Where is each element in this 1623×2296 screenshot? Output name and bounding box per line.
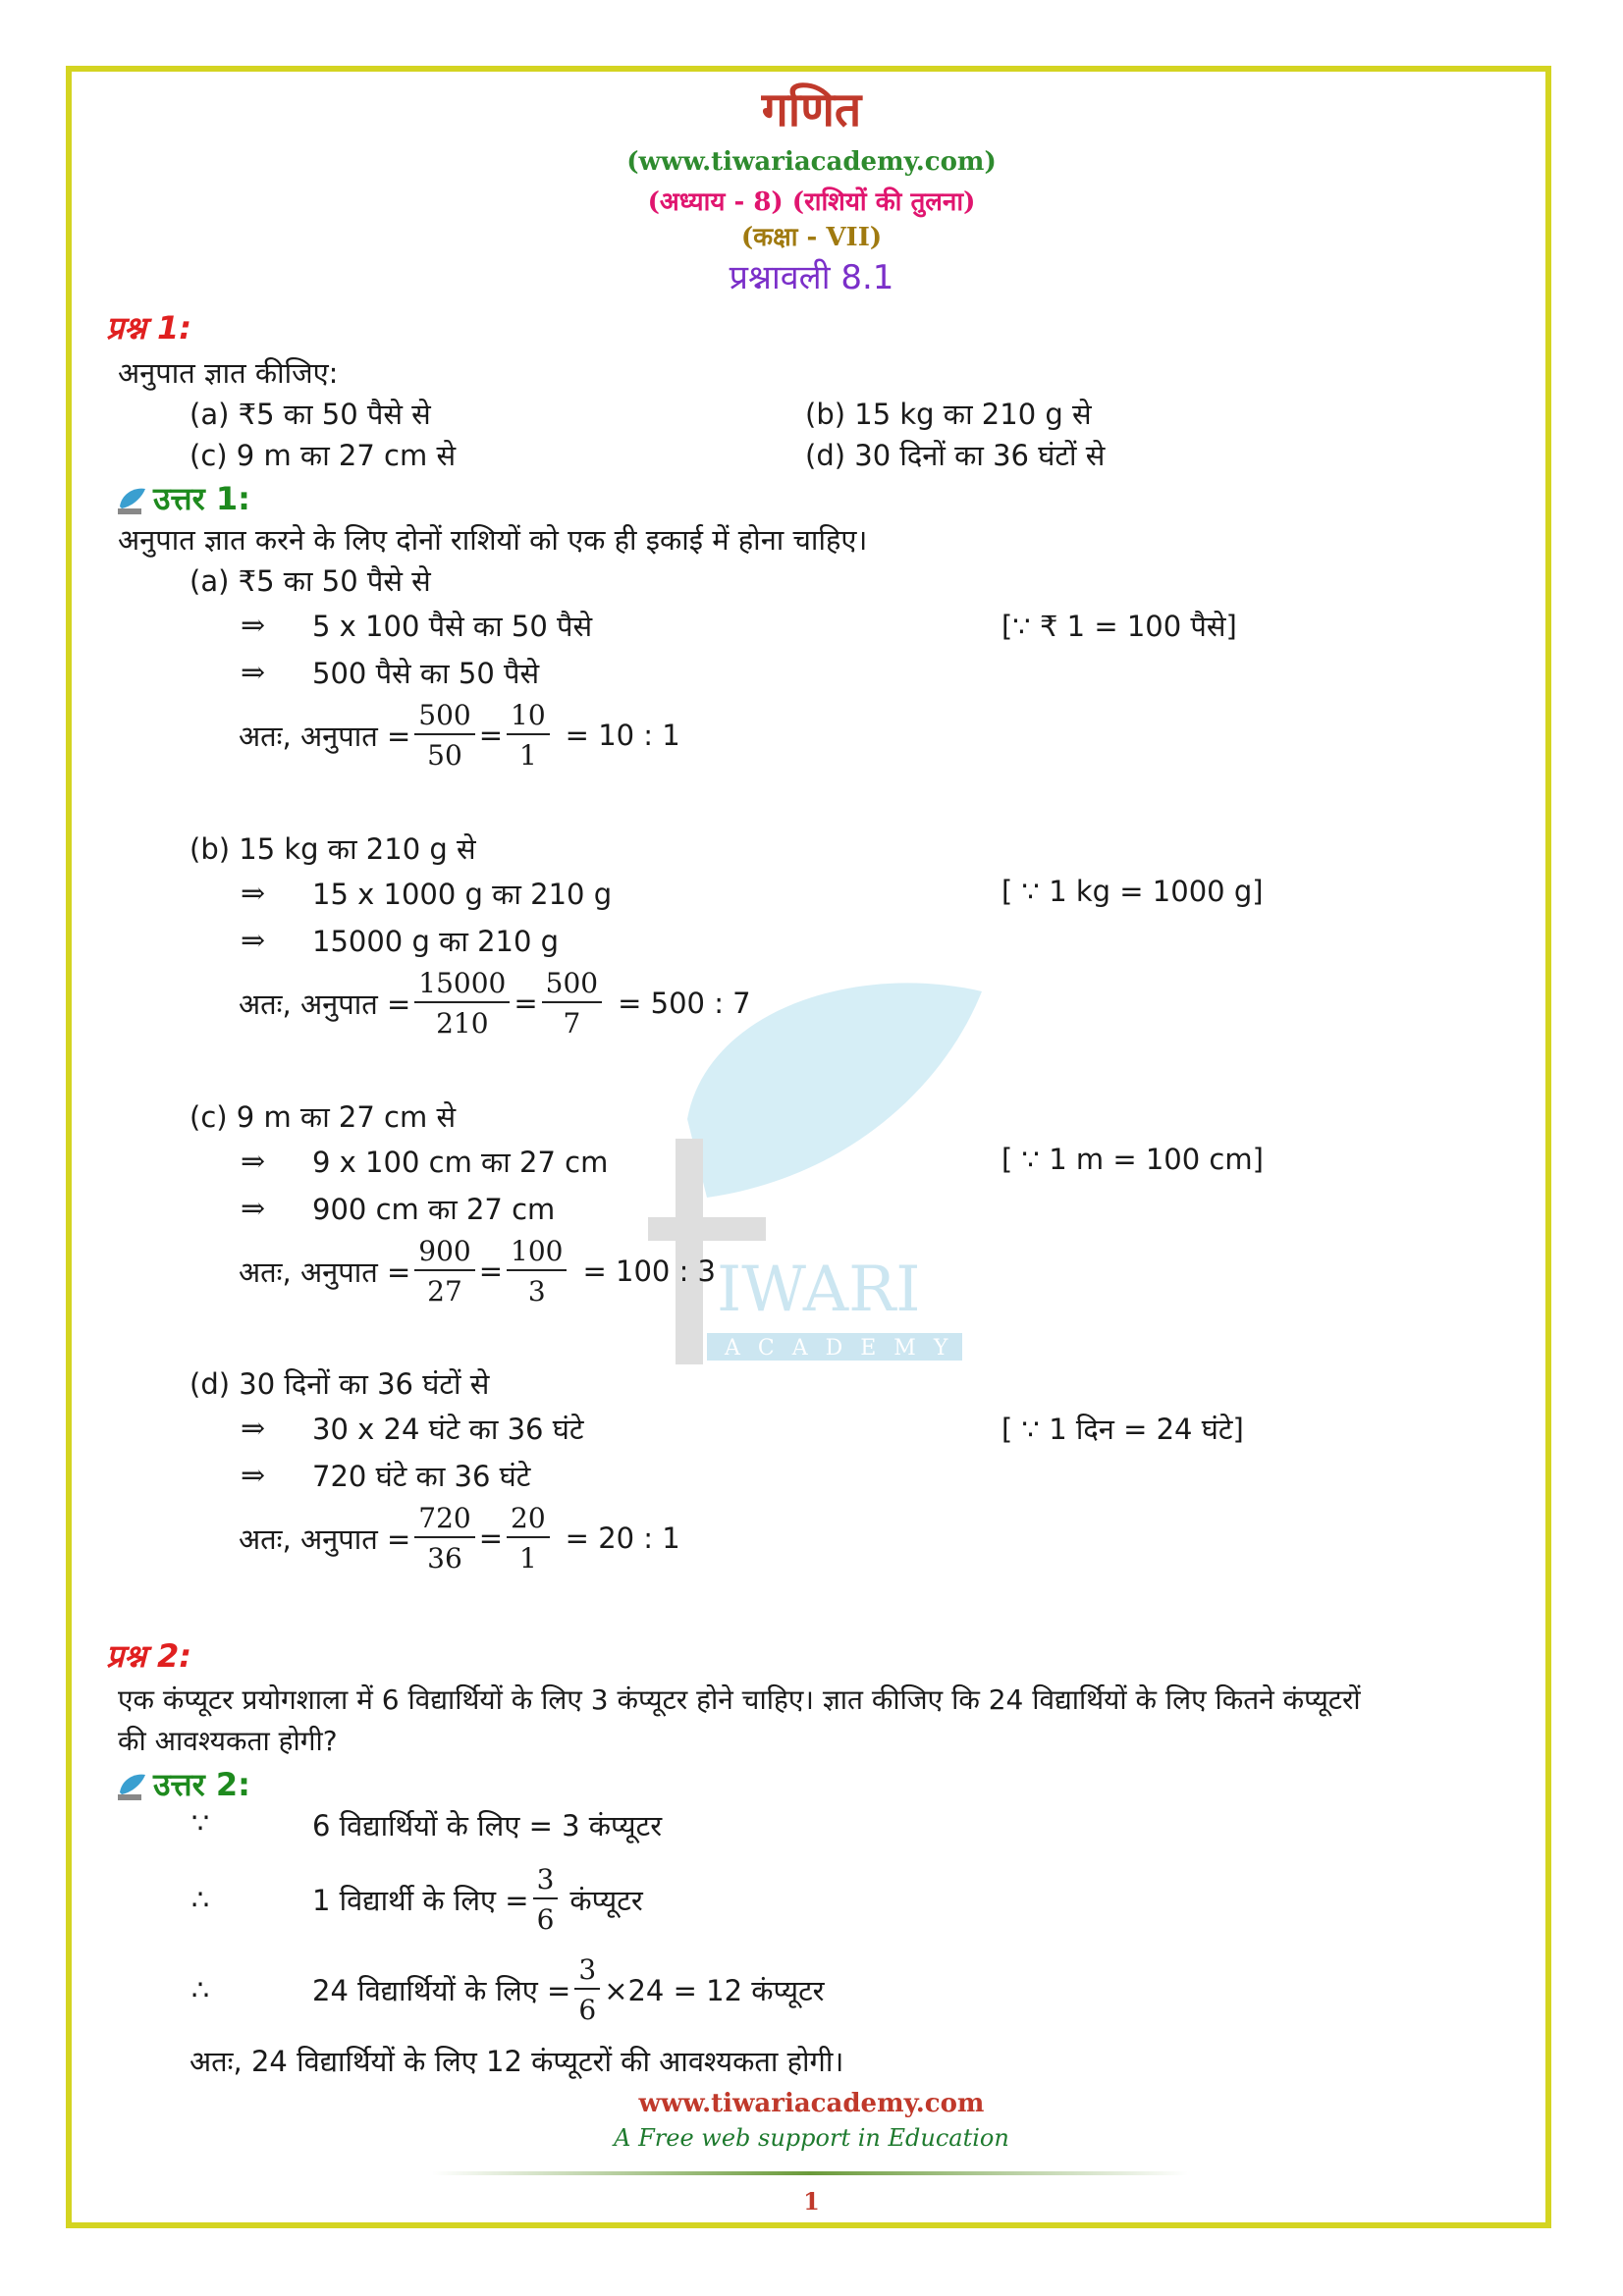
answer-2-step-2 xyxy=(312,1863,643,1936)
fraction xyxy=(533,1863,559,1936)
class-heading: (कक्षा - VII) xyxy=(740,223,883,252)
therefore-symbol: ∴ xyxy=(191,1973,210,2006)
answer-1-part-a-label: (a) ₹5 का 50 पैसे से xyxy=(189,564,431,598)
denominator: 1 xyxy=(518,1542,537,1575)
answer-2-step-1: 6 विद्यार्थियों के लिए = 3 कंप्यूटर xyxy=(312,1809,663,1842)
ratio-label: अतः, अनुपात = xyxy=(239,1522,411,1556)
answer-1-part-b-label: (b) 15 kg का 210 g से xyxy=(189,832,476,866)
denominator: 50 xyxy=(427,739,462,772)
numerator: 100 xyxy=(507,1235,567,1271)
answer-1-part-c-step-1: 9 x 100 cm का 27 cm xyxy=(312,1146,609,1179)
answer-1-part-d-label: (d) 30 दिनों का 36 घंटों से xyxy=(189,1367,490,1401)
implies-arrow: ⇒ xyxy=(241,1145,266,1179)
tiwari-leaf-icon xyxy=(116,485,147,516)
implies-arrow: ⇒ xyxy=(241,1459,266,1493)
answer-1-part-b-note: [ ∵ 1 kg = 1000 g] xyxy=(1001,875,1264,908)
answer-1-heading xyxy=(116,477,250,519)
chapter-heading: (अध्याय - 8) (राशियों की तुलना) xyxy=(647,187,976,217)
implies-arrow: ⇒ xyxy=(241,1412,266,1446)
question-1-part-b: (b) 15 kg का 210 g से xyxy=(805,398,1092,431)
fraction xyxy=(507,1502,550,1575)
ratio-result: = 500 : 7 xyxy=(618,987,751,1020)
fraction xyxy=(414,1235,474,1308)
step-2-text: 1 विद्यार्थी के लिए = xyxy=(312,1883,529,1917)
equals-sign: = xyxy=(478,1522,504,1555)
question-1-part-d: (d) 30 दिनों का 36 घंटों से xyxy=(805,439,1106,472)
denominator: 7 xyxy=(563,1007,581,1040)
step-3-result: ×24 = 12 कंप्यूटर xyxy=(604,1973,825,2007)
question-2-text-line-1: एक कंप्यूटर प्रयोगशाला में 6 विद्यार्थियों के लिए 3 कंप्यूटर होने चाहिए। ज्ञात कीजिए कि 24 विद्यार्थियों के लिए कितने कंप्यूटरों xyxy=(118,1683,1361,1716)
question-1-part-a: (a) ₹5 का 50 पैसे से xyxy=(189,398,431,431)
answer-1-part-c-note: [ ∵ 1 m = 100 cm] xyxy=(1001,1143,1264,1176)
answer-1-part-b-step-2: 15000 g का 210 g xyxy=(312,925,560,958)
ratio-label: अतः, अनुपात = xyxy=(239,719,411,753)
ratio-label: अतः, अनुपात = xyxy=(239,987,411,1021)
denominator: 6 xyxy=(536,1903,555,1936)
ratio-result: = 10 : 1 xyxy=(565,719,680,752)
step-3-text: 24 विद्यार्थियों के लिए = xyxy=(312,1973,571,2007)
denominator: 3 xyxy=(527,1275,546,1308)
page-title: गणित xyxy=(761,82,862,137)
implies-arrow: ⇒ xyxy=(241,609,266,643)
answer-1-part-a-note: [∵ ₹ 1 = 100 पैसे] xyxy=(1001,610,1237,643)
numerator: 720 xyxy=(414,1502,474,1538)
tiwari-leaf-icon xyxy=(116,1771,147,1802)
numerator: 500 xyxy=(542,967,602,1003)
equals-sign: = xyxy=(478,1255,504,1288)
fraction xyxy=(542,967,602,1040)
question-1-part-c: (c) 9 m का 27 cm से xyxy=(189,439,457,472)
footer-site-link[interactable]: www.tiwariacademy.com xyxy=(638,2089,985,2118)
answer-1-part-c-step-2: 900 cm का 27 cm xyxy=(312,1193,556,1226)
fraction xyxy=(507,699,550,772)
step-2-unit: कंप्यूटर xyxy=(569,1883,643,1917)
answer-1-part-d-step-1: 30 x 24 घंटे का 36 घंटे xyxy=(312,1413,584,1446)
numerator: 3 xyxy=(574,1953,600,1990)
question-2-heading: प्रश्न 2: xyxy=(106,1637,192,1675)
answer-1-part-d-ratio xyxy=(239,1502,680,1575)
question-1-prompt: अनुपात ज्ञात कीजिए: xyxy=(118,356,339,390)
numerator: 900 xyxy=(414,1235,474,1271)
question-2-text-line-2: की आवश्यकता होगी? xyxy=(118,1725,338,1757)
implies-arrow: ⇒ xyxy=(241,924,266,958)
implies-arrow: ⇒ xyxy=(241,877,266,911)
footer-divider xyxy=(432,2171,1188,2175)
fraction xyxy=(507,1235,567,1308)
answer-1-part-a-step-1: 5 x 100 पैसे का 50 पैसे xyxy=(312,610,593,643)
denominator: 210 xyxy=(436,1007,489,1040)
because-symbol: ∵ xyxy=(191,1806,210,1840)
implies-arrow: ⇒ xyxy=(241,656,266,690)
denominator: 36 xyxy=(427,1542,462,1575)
equals-sign: = xyxy=(514,987,538,1020)
ratio-result: = 20 : 1 xyxy=(565,1522,680,1555)
fraction xyxy=(414,1502,474,1575)
equals-sign: = xyxy=(478,719,504,752)
answer-1-part-c-label: (c) 9 m का 27 cm से xyxy=(189,1100,457,1134)
page-number: 1 xyxy=(803,2187,820,2216)
watermark-name: IWARI xyxy=(717,1254,921,1326)
numerator: 20 xyxy=(507,1502,550,1538)
answer-2-conclusion: अतः, 24 विद्यार्थियों के लिए 12 कंप्यूटरों की आवश्यकता होगी। xyxy=(189,2045,844,2078)
answer-1-part-b-ratio xyxy=(239,967,751,1040)
answer-2-heading xyxy=(116,1763,250,1805)
fraction xyxy=(414,699,474,772)
answer-1-part-a-ratio xyxy=(239,699,680,772)
answer-1-part-c-ratio xyxy=(239,1235,716,1308)
answer-1-part-a-step-2: 500 पैसे का 50 पैसे xyxy=(312,657,540,690)
denominator: 1 xyxy=(518,739,537,772)
numerator: 500 xyxy=(414,699,474,735)
ratio-result: = 100 : 3 xyxy=(582,1255,717,1288)
numerator: 15000 xyxy=(414,967,510,1003)
answer-2-heading-text: उत्तर 2: xyxy=(153,1766,250,1803)
exercise-heading: प्रश्नावली 8.1 xyxy=(729,258,894,297)
site-url: (www.tiwariacademy.com) xyxy=(626,147,997,177)
fraction xyxy=(574,1953,600,2026)
question-1-heading: प्रश्न 1: xyxy=(106,309,192,347)
therefore-symbol: ∴ xyxy=(191,1883,210,1916)
watermark-sub: ACADEMY xyxy=(725,1336,966,1361)
fraction xyxy=(414,967,510,1040)
denominator: 27 xyxy=(427,1275,462,1308)
answer-1-intro: अनुपात ज्ञात करने के लिए दोनों राशियों को एक ही इकाई में होना चाहिए। xyxy=(118,523,868,557)
implies-arrow: ⇒ xyxy=(241,1192,266,1226)
numerator: 10 xyxy=(507,699,550,735)
answer-1-heading-text: उत्तर 1: xyxy=(153,480,250,517)
numerator: 3 xyxy=(533,1863,559,1899)
answer-1-part-b-step-1: 15 x 1000 g का 210 g xyxy=(312,878,613,911)
answer-1-part-d-note: [ ∵ 1 दिन = 24 घंटे] xyxy=(1001,1413,1244,1446)
footer-tagline: A Free web support in Education xyxy=(614,2124,1009,2152)
answer-1-part-d-step-2: 720 घंटे का 36 घंटे xyxy=(312,1460,531,1493)
answer-2-step-3 xyxy=(312,1953,825,2026)
denominator: 6 xyxy=(578,1994,597,2026)
ratio-label: अतः, अनुपात = xyxy=(239,1255,411,1289)
